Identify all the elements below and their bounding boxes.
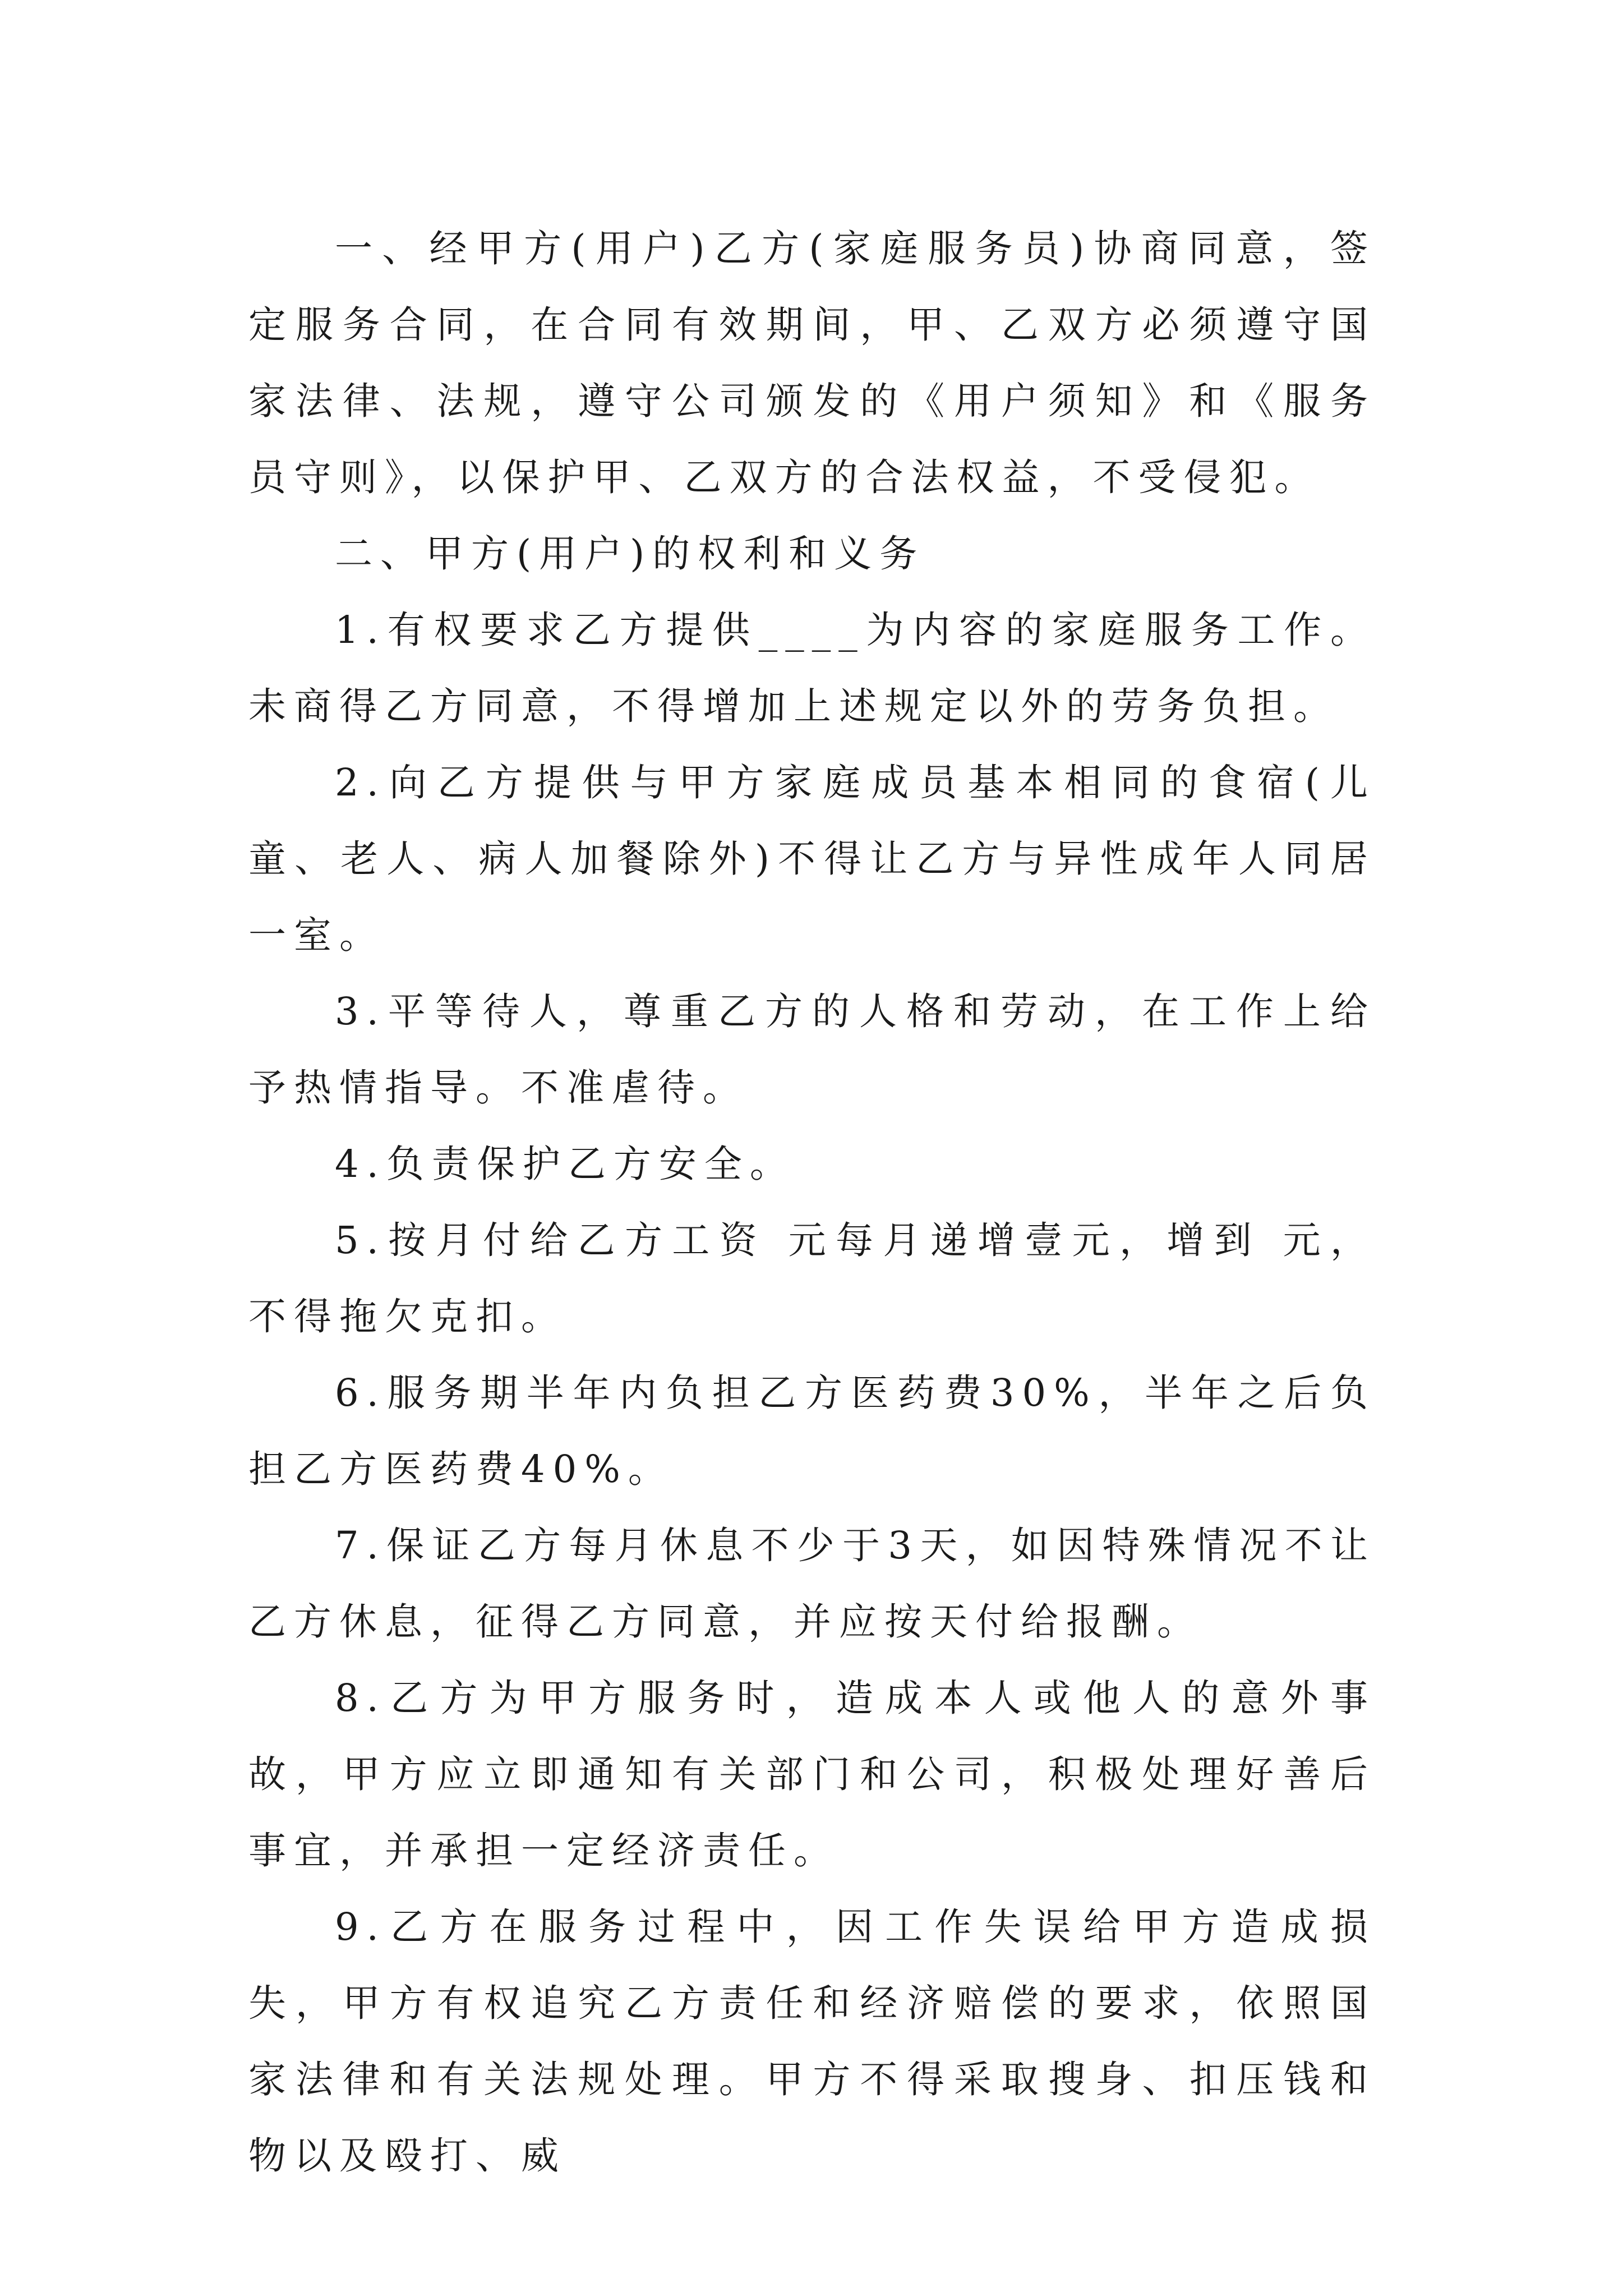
clause-7: 7.保证乙方每月休息不少于3天，如因特殊情况不让乙方休息，征得乙方同意，并应按天付给报酬。 <box>248 1524 1376 1644</box>
clause-2: 2.向乙方提供与甲方家庭成员基本相同的食宿(儿童、老人、病人加餐除外)不得让乙方与异性成年人同居一室。 <box>248 761 1376 957</box>
clause-8: 8.乙方为甲方服务时，造成本人或他人的意外事故，甲方应立即通知有关部门和公司，积极处理好善后事宜，并承担一定经济责任。 <box>248 1676 1376 1872</box>
clause-4: 4.负责保护乙方安全。 <box>335 1142 795 1186</box>
clause-6: 6.服务期半年内负担乙方医药费30%，半年之后负担乙方医药费40%。 <box>248 1371 1376 1491</box>
document-body <box>248 210 1376 2194</box>
clause-5: 5.按月付给乙方工资 元每月递增壹元，增到 元，不得拖欠克扣。 <box>248 1218 1376 1338</box>
paragraph-1: 一、经甲方(用户)乙方(家庭服务员)协商同意，签定服务合同，在合同有效期间，甲、乙双方必须遵守国家法律、法规，遵守公司颁发的《用户须知》和《服务员守则》，以保护甲、乙双方的合法权益，不受侵犯。 <box>248 227 1376 499</box>
section-heading: 二、甲方(用户)的权利和义务 <box>335 532 925 576</box>
clause-3: 3.平等待人，尊重乙方的人格和劳动，在工作上给予热情指导。不准虐待。 <box>248 990 1376 1110</box>
clause-9: 9.乙方在服务过程中，因工作失误给甲方造成损失，甲方有权追究乙方责任和经济赔偿的要求，依照国家法律和有关法规处理。甲方不得采取搜身、扣压钱和物以及殴打、威 <box>248 1905 1376 2178</box>
clause-1: 1.有权要求乙方提供____为内容的家庭服务工作。未商得乙方同意，不得增加上述规定以外的劳务负担。 <box>248 608 1376 728</box>
